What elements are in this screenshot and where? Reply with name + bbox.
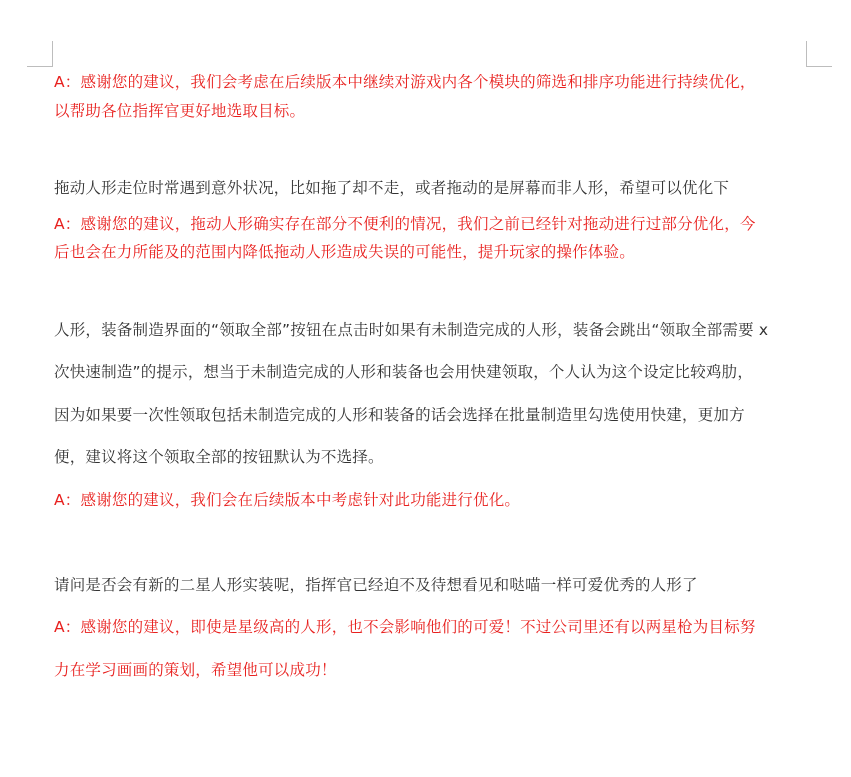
question-line: 人形，装备制造界面的“领取全部”按钮在点击时如果有未制造完成的人形，装备会跳出“领取全部需要 x	[54, 321, 769, 339]
crop-mark-top-left	[27, 41, 53, 67]
answer-line: A：感谢您的建议，拖动人形确实存在部分不便利的情况，我们之前已经针对拖动进行过部分优化，今	[54, 215, 756, 233]
question-line: 请问是否会有新的二星人形实装呢，指挥官已经迫不及待想看见和哒喵一样可爱优秀的人形了	[54, 576, 698, 594]
question-line: 因为如果要一次性领取包括未制造完成的人形和装备的话会选择在批量制造里勾选使用快建，更加方	[54, 406, 745, 424]
question-line: 次快速制造”的提示，想当于未制造完成的人形和装备也会用快建领取，个人认为这个设定比较鸡肋，	[54, 363, 754, 381]
answer-line: 以帮助各位指挥官更好地选取目标。	[54, 102, 306, 120]
answer-line: 力在学习画画的策划，希望他可以成功！	[54, 661, 337, 679]
question-line: 便，建议将这个领取全部的按钮默认为不选择。	[54, 448, 384, 466]
answer-line: A：感谢您的建议，我们会在后续版本中考虑针对此功能进行优化。	[54, 491, 521, 509]
question-line: 拖动人形走位时常遇到意外状况，比如拖了却不走，或者拖动的是屏幕而非人形，希望可以优化下	[54, 179, 730, 197]
crop-mark-top-right	[806, 41, 832, 67]
answer-line: A：感谢您的建议，我们会考虑在后续版本中继续对游戏内各个模块的筛选和排序功能进行持续优化，	[54, 73, 756, 91]
answer-line: 后也会在力所能及的范围内降低拖动人形造成失误的可能性，提升玩家的操作体验。	[54, 243, 635, 261]
answer-line: A：感谢您的建议，即使是星级高的人形，也不会影响他们的可爱！不过公司里还有以两星枪为目标努	[54, 618, 756, 636]
